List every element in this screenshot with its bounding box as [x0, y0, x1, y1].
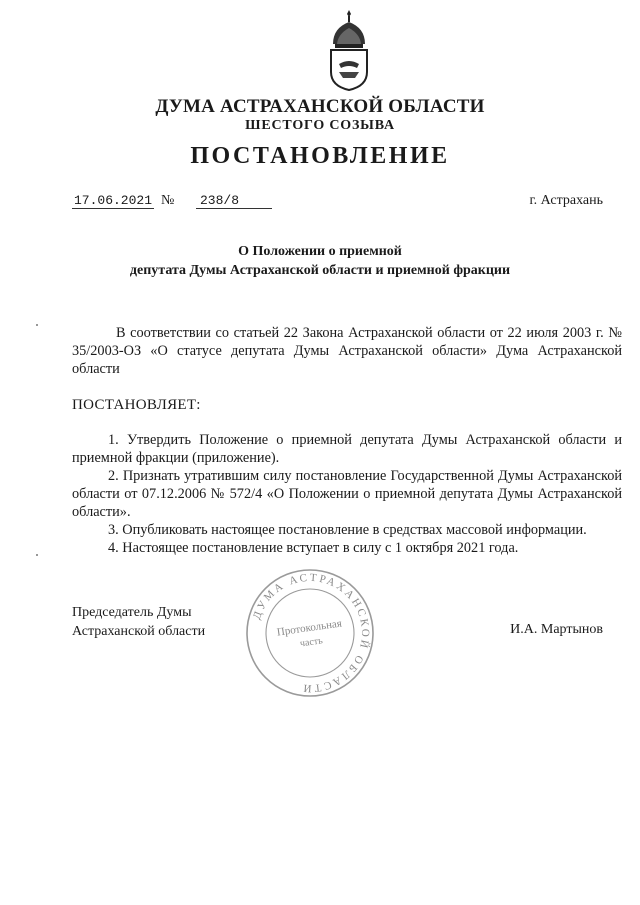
decision-item: 2. Признать утратившим силу постановление Государственной Думы Астраханской области от 07.12.2006 № 572/4 «О Положении о приемной депутата Думы Астраханской области». [72, 468, 622, 520]
document-city: г. Астрахань [529, 193, 603, 208]
document-number: 238/8 [196, 193, 272, 209]
scan-speck [36, 324, 38, 326]
organization-name: ДУМА АСТРАХАНСКОЙ ОБЛАСТИ [155, 96, 485, 117]
signatory-title [72, 603, 205, 641]
decision-item: 4. Настоящее постановление вступает в силу с 1 октября 2021 года. [108, 540, 519, 556]
document-type-title: ПОСТАНОВЛЕНИЕ [190, 143, 450, 169]
decree-word: ПОСТАНОВЛЯЕТ: [72, 397, 201, 413]
stamp-inner-line-1: Протокольная [276, 617, 343, 639]
document-date: 17.06.2021 [74, 193, 153, 208]
signatory-name: И.А. Мартынов [510, 622, 603, 637]
stamp-outer-text: ДУМА АСТРАХАНСКОЙ ОБЛАСТИ [250, 571, 372, 695]
signatory-title-line: Астраханской области [72, 624, 206, 639]
subject-line-1: О Положении о приемной [238, 244, 402, 259]
coat-of-arms-emblem [325, 8, 373, 92]
convocation-label: ШЕСТОГО СОЗЫВА [245, 118, 395, 133]
scan-speck [36, 554, 38, 556]
preamble-paragraph: В соответствии со статьей 22 Закона Астраханской области от 22 июля 2003 г. № 35/2003-ОЗ «О статусе депутата Думы Астраханской области» Дума Астраханской области [72, 325, 622, 377]
signatory-title-line: Председатель Думы [72, 605, 192, 620]
subject-line-2: депутата Думы Астраханской области и приемной фракции [129, 263, 511, 278]
stamp-inner-line-2: часть [299, 635, 324, 650]
decision-item: 1. Утвердить Положение о приемной депутата Думы Астраханской области и приемной фракции (приложение). [72, 432, 622, 466]
number-sign: № [161, 193, 175, 208]
decision-item: 3. Опубликовать настоящее постановление в средствах массовой информации. [108, 522, 587, 538]
official-stamp [244, 567, 376, 699]
decision-items-list [72, 431, 622, 557]
